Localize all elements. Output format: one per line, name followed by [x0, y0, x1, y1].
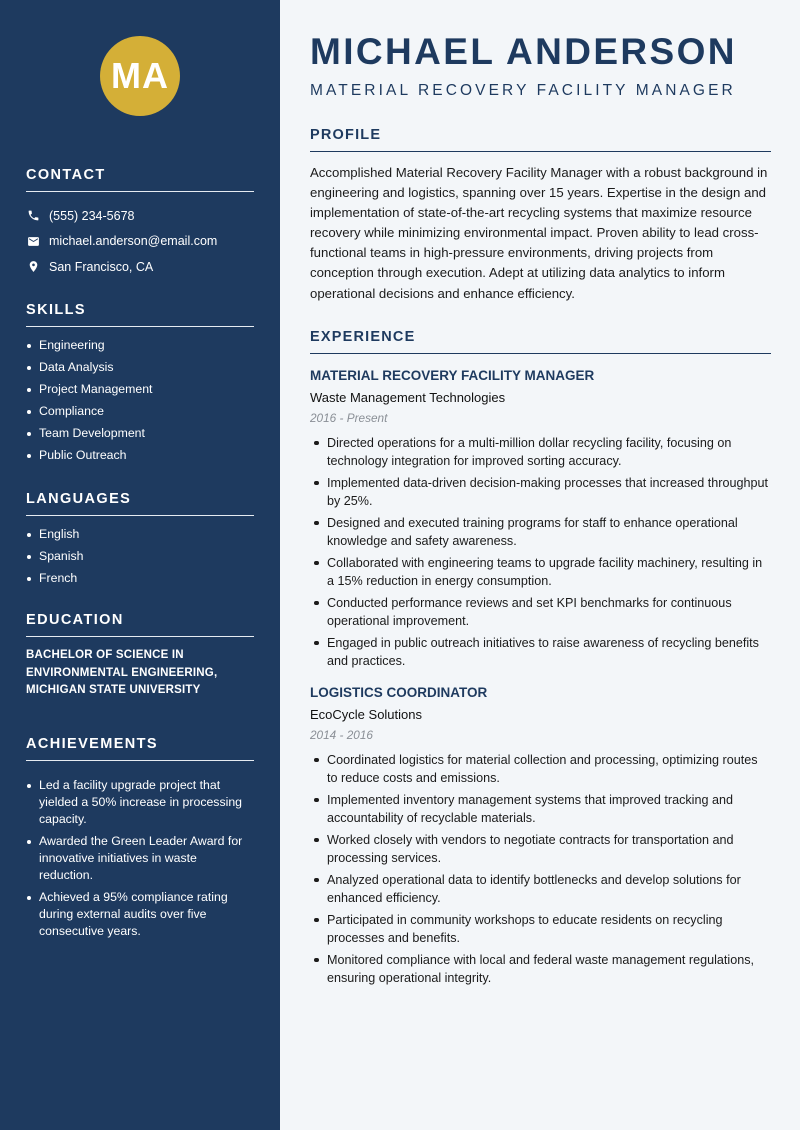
- job-bullet: Participated in community workshops to educate residents on recycling processes and benefits.: [310, 911, 771, 947]
- contact-list: [26, 203, 254, 280]
- experience-heading: EXPERIENCE: [310, 329, 771, 354]
- contact-section: [26, 167, 254, 280]
- contact-location: [26, 254, 254, 280]
- achievement-item: Achieved a 95% compliance rating during external audits over five consecutive years.: [26, 889, 254, 940]
- candidate-name: MICHAEL ANDERSON: [310, 31, 737, 72]
- skills-list: [26, 338, 254, 471]
- job-title: LOGISTICS COORDINATOR: [310, 684, 488, 700]
- skill-item: Project Management: [26, 382, 254, 404]
- language-item: Spanish: [26, 549, 254, 571]
- candidate-title: MATERIAL RECOVERY FACILITY MANAGER: [310, 82, 736, 99]
- contact-heading: CONTACT: [26, 167, 254, 192]
- job-bullets: [310, 751, 771, 987]
- achievements-heading: ACHIEVEMENTS: [26, 736, 254, 761]
- languages-list: [26, 527, 254, 594]
- job-bullet: Engaged in public outreach initiatives to raise awareness of recycling benefits and practices.: [310, 634, 771, 670]
- job-title: MATERIAL RECOVERY FACILITY MANAGER: [310, 367, 595, 383]
- avatar: MA: [100, 36, 180, 116]
- skill-item: Engineering: [26, 338, 254, 360]
- job-bullet: Collaborated with engineering teams to upgrade facility machinery, resulting in a 15% reduction in energy consumption.: [310, 554, 771, 590]
- job-bullet: Designed and executed training programs for staff to enhance operational knowledge and safety awareness.: [310, 514, 771, 550]
- skill-item: Public Outreach: [26, 448, 254, 470]
- experience-section: [310, 329, 771, 987]
- skills-section: [26, 302, 254, 471]
- main-content: [280, 0, 800, 1130]
- job-company: Waste Management Technologies: [310, 389, 506, 405]
- job-bullet: Monitored compliance with local and federal waste management regulations, ensuring operational integrity.: [310, 951, 771, 987]
- job-bullet: Implemented data-driven decision-making processes that increased throughput by 25%.: [310, 474, 771, 510]
- achievement-item: Led a facility upgrade project that yielded a 50% increase in processing capacity.: [26, 777, 254, 828]
- job-bullet: Analyzed operational data to identify bottlenecks and develop solutions for enhanced efficiency.: [310, 871, 771, 907]
- job-company: EcoCycle Solutions: [310, 706, 422, 722]
- profile-section: [310, 127, 771, 304]
- sidebar: [0, 0, 280, 1130]
- skill-item: Compliance: [26, 404, 254, 426]
- languages-heading: LANGUAGES: [26, 491, 254, 516]
- education-heading: EDUCATION: [26, 612, 254, 637]
- achievement-item: Awarded the Green Leader Award for innovative initiatives in waste reduction.: [26, 833, 254, 884]
- contact-email-text[interactable]: michael.anderson@email.com: [49, 234, 218, 249]
- achievements-section: [26, 736, 254, 940]
- contact-email: [26, 229, 254, 255]
- email-icon: [26, 234, 40, 248]
- job-bullet: Implemented inventory management systems that improved tracking and accountability of recyclable materials.: [310, 791, 771, 827]
- language-item: French: [26, 571, 254, 593]
- contact-location-text: San Francisco, CA: [49, 259, 154, 274]
- education-entry: BACHELOR OF SCIENCE IN ENVIRONMENTAL ENGINEERING, MICHIGAN STATE UNIVERSITY: [26, 649, 218, 697]
- phone-icon: [26, 209, 40, 223]
- contact-phone-text[interactable]: (555) 234-5678: [49, 208, 135, 223]
- job-bullet: Worked closely with vendors to negotiate contracts for transportation and processing services.: [310, 831, 771, 867]
- education-section: [26, 612, 254, 700]
- profile-heading: PROFILE: [310, 127, 771, 152]
- location-pin-icon: [26, 260, 40, 274]
- achievements-list: [26, 777, 254, 940]
- job-bullet: Directed operations for a multi-million dollar recycling facility, focusing on technology integration for improved sorting accuracy.: [310, 434, 771, 470]
- job-bullet: Conducted performance reviews and set KPI benchmarks for continuous operational improvement.: [310, 594, 771, 630]
- languages-section: [26, 491, 254, 594]
- skill-item: Data Analysis: [26, 360, 254, 382]
- job-dates: 2016 - Present: [310, 410, 388, 425]
- language-item: English: [26, 527, 254, 549]
- profile-text: Accomplished Material Recovery Facility Manager with a robust background in engineering and logistics, spanning over 15 years. Expertise in the design and implementation of state-of-the-art recycling systems that maximize resource recovery while minimizing environmental impact. Proven ability to lead cross-functional teams in high-pressure environments, driving projects from conception through execution. Adept at utilizing data analytics to inform operational decisions and enhance efficiency.: [310, 165, 768, 301]
- job-bullet: Coordinated logistics for material collection and processing, optimizing routes to reduce costs and emissions.: [310, 751, 771, 787]
- skills-heading: SKILLS: [26, 302, 254, 327]
- skill-item: Team Development: [26, 426, 254, 448]
- job-entry: [310, 684, 771, 987]
- contact-phone: [26, 203, 254, 229]
- job-dates: 2014 - 2016: [310, 727, 373, 742]
- job-entry: [310, 367, 771, 670]
- job-bullets: [310, 434, 771, 670]
